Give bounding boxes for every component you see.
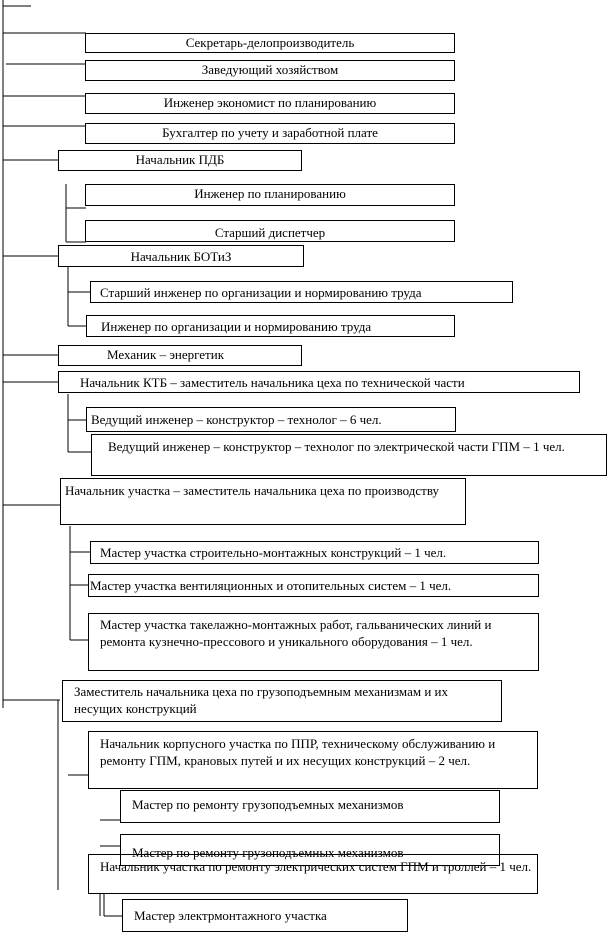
box-lead-design-engineer: Ведущий инженер – конструктор – технолог – 6 чел. <box>86 407 456 432</box>
box-mechanic-energy: Механик – энергетик <box>58 345 302 366</box>
box-master-lifting-2: Мастер по ремонту грузоподъемных механизмов <box>120 834 500 866</box>
box-housekeeping: Заведующий хозяйством <box>85 60 455 81</box>
box-deputy-lifting: Заместитель начальника цеха по грузоподъемным механизмам и их несущих конструкций <box>62 680 502 722</box>
box-planning-economist: Инженер экономист по планированию <box>85 93 455 114</box>
box-head-electric-section: Начальник участка по ремонту электрических систем ГПМ и троллей – 1 чел. <box>88 854 538 894</box>
box-head-hull-section: Начальник корпусного участка по ППР, техническому обслуживанию и ремонту ГПМ, крановых путей и их несущих конструкций – 2 чел. <box>88 731 538 789</box>
box-lead-design-engineer-electric: Ведущий инженер – конструктор – технолог по электрической части ГПМ – 1 чел. <box>91 434 607 476</box>
box-planning-engineer: Инженер по планированию <box>85 184 455 206</box>
box-master-lifting-1: Мастер по ремонту грузоподъемных механизмов <box>120 790 500 823</box>
box-head-ktb: Начальник КТБ – заместитель начальника цеха по технической части <box>58 371 580 393</box>
box-head-pdb: Начальник ПДБ <box>58 150 302 171</box>
box-master-electric: Мастер электрмонтажного участка <box>122 899 408 932</box>
box-master-construction: Мастер участка строительно-монтажных конструкций – 1 чел. <box>90 541 539 564</box>
box-head-botiz: Начальник БОТиЗ <box>58 245 304 267</box>
box-accountant: Бухгалтер по учету и заработной плате <box>85 123 455 144</box>
box-labor-engineer: Инженер по организации и нормированию труда <box>86 315 455 337</box>
box-master-ventilation: Мастер участка вентиляционных и отопительных систем – 1 чел. <box>88 574 539 597</box>
box-secretary: Секретарь-делопроизводитель <box>85 33 455 53</box>
box-master-rigging: Мастер участка такелажно-монтажных работ, гальванических линий и ремонта кузнечно-прессового и уникального оборудования – 1 чел. <box>88 613 539 671</box>
box-senior-labor-engineer: Старший инженер по организации и нормированию труда <box>90 281 513 303</box>
box-section-head-deputy: Начальник участка – заместитель начальника цеха по производству <box>60 478 466 525</box>
box-senior-dispatcher: Старший диспетчер <box>85 220 455 242</box>
